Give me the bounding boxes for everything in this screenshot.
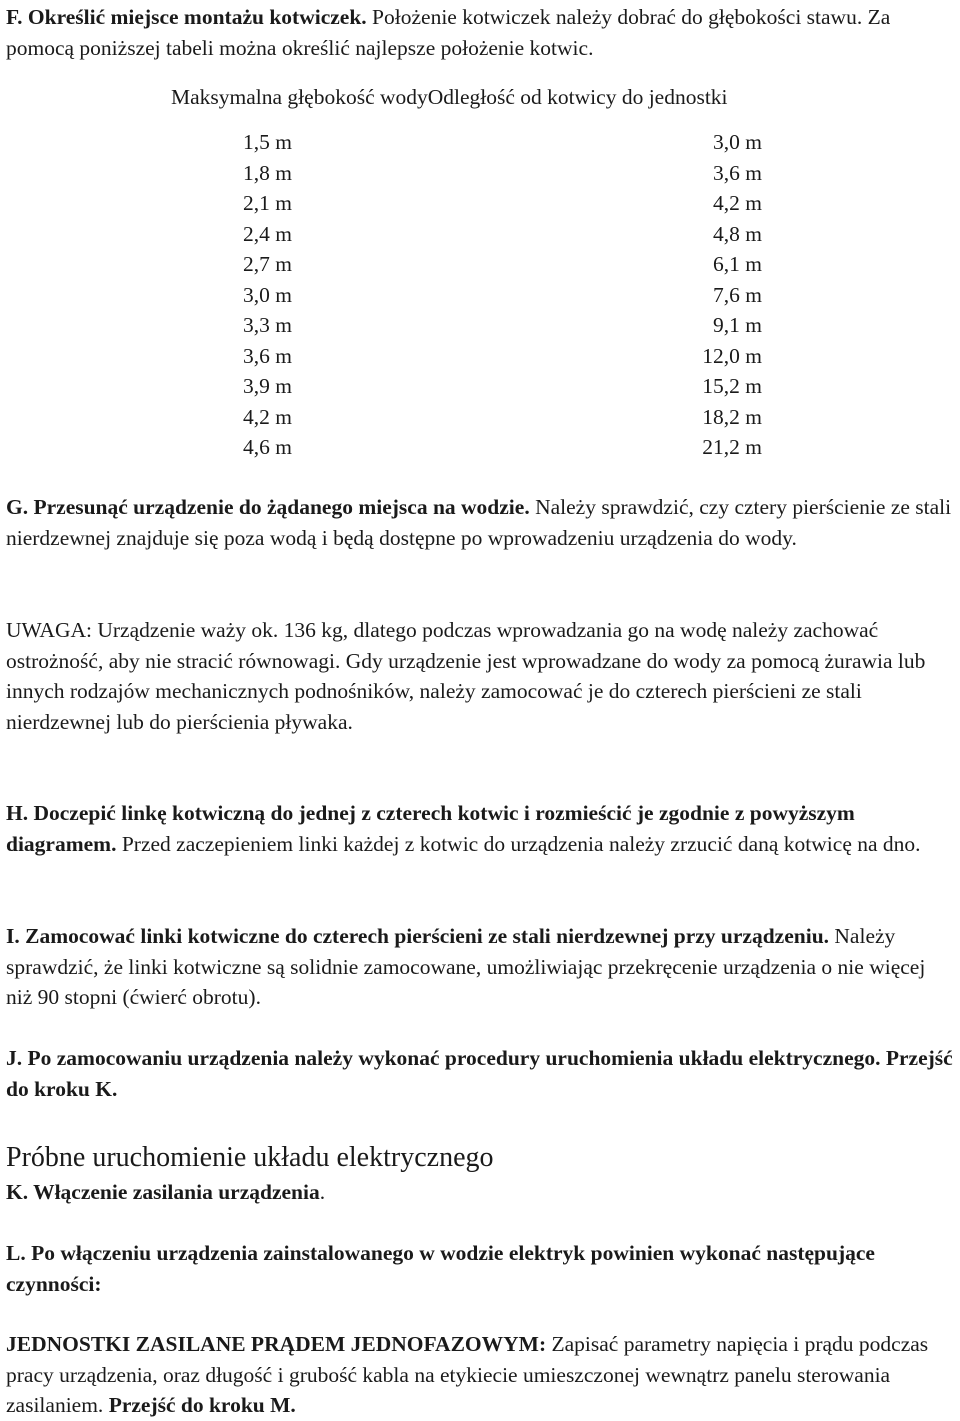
- table-row: [6, 402, 954, 433]
- step-k-text: .: [319, 1180, 326, 1204]
- table-row: [6, 219, 954, 250]
- step-f-text: Położenie kotwiczek należy dobrać do głębokości stawu. Za pomocą poniższej tabeli można określić najlepsze położenie kotwic.: [6, 5, 891, 60]
- distance-cell: 3,0 m: [713, 130, 762, 154]
- warning-paragraph: [6, 615, 954, 737]
- single-phase-next-step: Przejść do kroku M.: [108, 1393, 296, 1417]
- table-row: [6, 249, 954, 280]
- step-h-text: Przed zaczepieniem linki każdej z kotwic do urządzenia należy zrzucić daną kotwicę na dno.: [116, 831, 921, 856]
- distance-cell: 18,2 m: [702, 404, 762, 429]
- step-j-paragraph: [6, 1043, 954, 1104]
- table-row: [6, 280, 954, 311]
- depth-cell: 3,9 m: [243, 374, 292, 398]
- step-g-paragraph: [6, 492, 954, 553]
- warning-label: UWAGA:: [6, 618, 92, 642]
- step-k-paragraph: [6, 1177, 954, 1208]
- step-g-title: G. Przesunąć urządzenie do żądanego miejsca na wodzie.: [6, 495, 530, 519]
- depth-cell: 3,6 m: [243, 343, 292, 368]
- step-g-text: Należy sprawdzić, czy cztery pierścienie ze stali nierdzewnej znajduje się poza wodą i będą dostępne po wprowadzeniu urządzenia do wody.: [6, 495, 952, 550]
- step-f-paragraph: [6, 2, 954, 63]
- single-phase-text: Zapisać parametry napięcia i prądu podczas pracy urządzenia, oraz długość i grubość kabla na etykiecie umieszczonej wewnątrz panelu sterowania zasilaniem.: [6, 1332, 929, 1417]
- distance-cell: 12,0 m: [702, 343, 762, 368]
- distance-cell: 9,1 m: [713, 313, 762, 337]
- distance-cell: 4,2 m: [713, 191, 762, 215]
- table-row: [6, 158, 954, 189]
- distance-cell: 6,1 m: [713, 252, 762, 276]
- depth-cell: 3,3 m: [243, 313, 292, 337]
- distance-cell: 7,6 m: [713, 282, 762, 307]
- step-i-title: I. Zamocować linki kotwiczne do czterech pierścieni ze stali nierdzewnej przy urządzeniu.: [6, 924, 830, 948]
- depth-cell: 4,6 m: [243, 435, 292, 459]
- distance-cell: 3,6 m: [713, 160, 762, 185]
- anchor-table-rows: [6, 127, 954, 463]
- table-row: [6, 310, 954, 341]
- step-j-title: J. Po zamocowaniu urządzenia należy wykonać procedury uruchomienia układu elektrycznego. Przejść do kroku K.: [6, 1046, 953, 1101]
- distance-cell: 21,2 m: [702, 435, 762, 459]
- step-h-title: H. Doczepić linkę kotwiczną do jednej z czterech kotwic i rozmieścić je zgodnie z powyższym diagramem.: [6, 801, 855, 856]
- warning-text: Urządzenie waży ok. 136 kg, dlatego podczas wprowadzania go na wodę należy zachować ostrożność, aby nie stracić równowagi. Gdy urządzenie jest wprowadzane do wody za pomocą żurawia lub innych rodzajów mechanicznych podnośników, należy zamocować je do czterech pierścieni ze stali nierdzewnej lub do pierścienia pływaka.: [6, 618, 926, 734]
- single-phase-title: JEDNOSTKI ZASILANE PRĄDEM JEDNOFAZOWYM:: [6, 1332, 547, 1356]
- step-k-title: K. Włączenie zasilania urządzenia: [6, 1180, 320, 1204]
- depth-cell: 1,8 m: [243, 160, 292, 185]
- step-h-paragraph: [6, 798, 954, 859]
- depth-cell: 2,7 m: [243, 252, 292, 276]
- section-heading: Próbne uruchomienie układu elektrycznego: [6, 1142, 494, 1173]
- table-row: [6, 341, 954, 372]
- depth-cell: 2,1 m: [243, 191, 292, 215]
- distance-cell: 4,8 m: [713, 221, 762, 246]
- table-row: [6, 432, 954, 463]
- depth-cell: 1,5 m: [243, 130, 292, 154]
- step-f-title: F. Określić miejsce montażu kotwiczek.: [6, 5, 367, 29]
- depth-cell: 2,4 m: [243, 221, 292, 246]
- step-l-title: L. Po włączeniu urządzenia zainstalowanego w wodzie elektryk powinien wykonać następujące czynności:: [6, 1241, 875, 1296]
- distance-cell: 15,2 m: [702, 374, 762, 398]
- table-row: [6, 127, 954, 158]
- step-i-paragraph: [6, 921, 954, 1013]
- step-l-paragraph: [6, 1238, 954, 1299]
- depth-cell: 3,0 m: [243, 282, 292, 307]
- single-phase-paragraph: [6, 1329, 954, 1421]
- anchor-table-header: Maksymalna głębokość wodyOdległość od kotwicy do jednostki: [171, 85, 728, 109]
- table-row: [6, 371, 954, 402]
- step-i-text: Należy sprawdzić, że linki kotwiczne są solidnie zamocowane, umożliwiając przekręcenie urządzenia o nie więcej niż 90 stopni (ćwierć obrotu).: [6, 924, 926, 1009]
- depth-cell: 4,2 m: [243, 404, 292, 429]
- table-row: [6, 188, 954, 219]
